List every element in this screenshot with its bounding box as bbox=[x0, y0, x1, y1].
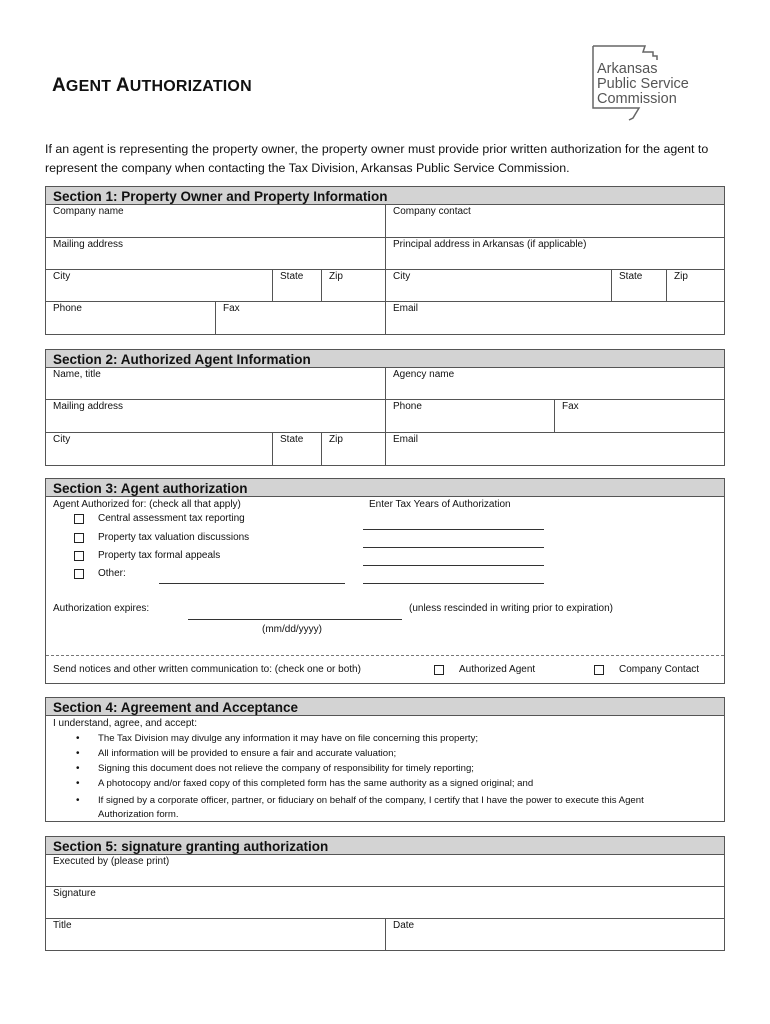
principal-address-field[interactable]: Principal address in Arkansas (if applicable) bbox=[386, 238, 724, 270]
agent-zip-field[interactable]: Zip bbox=[322, 433, 386, 465]
option-formal-appeals: Property tax formal appeals bbox=[98, 550, 221, 561]
send-notices-label: Send notices and other written communication to: (check one or both) bbox=[53, 664, 361, 675]
agreement-bullet-5-continued: Authorization form. bbox=[98, 809, 179, 820]
principal-city-field[interactable]: City bbox=[386, 270, 612, 302]
authorized-for-label: Agent Authorized for: (check all that apply) bbox=[53, 499, 241, 510]
principal-state-field[interactable]: State bbox=[612, 270, 667, 302]
tax-year-line-3[interactable] bbox=[363, 565, 544, 566]
agent-phone-field[interactable]: Phone bbox=[386, 400, 555, 433]
email-field[interactable]: Email bbox=[393, 303, 419, 314]
agreement-bullet-1: • The Tax Division may divulge any information it may have on file concerning this property; bbox=[76, 733, 479, 744]
valuation-discussions-checkbox[interactable] bbox=[74, 533, 84, 543]
city-field[interactable]: City bbox=[46, 270, 273, 302]
phone-field[interactable]: Phone bbox=[46, 302, 216, 334]
zip-field[interactable]: Zip bbox=[322, 270, 386, 302]
company-contact-label: Company Contact bbox=[619, 664, 700, 675]
agreement-bullet-4: • A photocopy and/or faxed copy of this completed form has the same authority as a signed original; and bbox=[76, 778, 534, 789]
agent-fax-field[interactable]: Fax bbox=[555, 400, 724, 433]
authorized-agent-label: Authorized Agent bbox=[459, 664, 536, 675]
expires-label: Authorization expires: bbox=[53, 603, 150, 614]
tax-year-line-2[interactable] bbox=[363, 547, 544, 548]
logo-line-2: Public Service bbox=[597, 76, 689, 92]
section-3-heading: Section 3: Agent authorization bbox=[46, 479, 724, 497]
signer-title-field[interactable]: Title bbox=[46, 919, 386, 950]
section-2 bbox=[45, 349, 725, 466]
section-2-heading: Section 2: Authorized Agent Information bbox=[46, 350, 724, 368]
option-valuation-discussions: Property tax valuation discussions bbox=[98, 532, 250, 543]
section-1 bbox=[45, 186, 725, 335]
logo-line-1: Arkansas bbox=[597, 61, 658, 77]
fax-field[interactable]: Fax bbox=[216, 302, 386, 334]
tax-year-line-4[interactable] bbox=[363, 583, 544, 584]
agreement-bullet-2: • All information will be provided to ensure a fair and accurate valuation; bbox=[76, 748, 397, 759]
expires-date-line[interactable] bbox=[188, 619, 402, 620]
other-checkbox[interactable] bbox=[74, 569, 84, 579]
central-assessment-checkbox[interactable] bbox=[74, 514, 84, 524]
agreement-bullet-3: • Signing this document does not relieve the company of responsibility for timely reporting; bbox=[76, 763, 474, 774]
unless-rescinded-text: (unless rescinded in writing prior to expiration) bbox=[409, 603, 613, 614]
section-4 bbox=[45, 697, 725, 822]
option-other: Other: bbox=[98, 568, 126, 579]
date-field[interactable]: Date bbox=[393, 920, 415, 931]
section-3 bbox=[45, 478, 725, 684]
intro-paragraph: If an agent is representing the property owner, the property owner must provide prior written authorization for the agent to represent the company when contacting the Tax Division, Arkansas Public Service Commission. bbox=[45, 142, 709, 175]
section-4-heading: Section 4: Agreement and Acceptance bbox=[46, 698, 724, 716]
agreement-bullet-5: • If signed by a corporate officer, partner, or fiduciary on behalf of the company, I certify that I have the power to execute this Agent bbox=[76, 795, 644, 806]
section-5-heading: Section 5: signature granting authorization bbox=[46, 837, 724, 855]
logo-line-3: Commission bbox=[597, 91, 677, 107]
authorized-agent-checkbox[interactable] bbox=[434, 665, 444, 675]
agent-email-field[interactable]: Email bbox=[393, 434, 419, 445]
mailing-address-field[interactable]: Mailing address bbox=[46, 238, 386, 270]
company-name-field[interactable]: Company name bbox=[46, 205, 386, 238]
principal-zip-field[interactable]: Zip bbox=[667, 270, 724, 302]
company-contact-checkbox[interactable] bbox=[594, 665, 604, 675]
agreement-lead: I understand, agree, and accept: bbox=[53, 718, 197, 729]
executed-by-field[interactable]: Executed by (please print) bbox=[46, 855, 724, 887]
agent-city-field[interactable]: City bbox=[46, 433, 273, 465]
section-1-heading: Section 1: Property Owner and Property Information bbox=[46, 187, 724, 205]
page-title: AGENT AUTHORIZATION bbox=[52, 75, 252, 96]
company-contact-field[interactable]: Company contact bbox=[386, 205, 724, 238]
agency-name-field[interactable]: Agency name bbox=[386, 368, 724, 400]
agent-mailing-address-field[interactable]: Mailing address bbox=[46, 400, 386, 433]
other-input-line[interactable] bbox=[159, 583, 345, 584]
tax-years-label: Enter Tax Years of Authorization bbox=[369, 499, 511, 510]
agent-name-title-field[interactable]: Name, title bbox=[46, 368, 386, 400]
agent-state-field[interactable]: State bbox=[273, 433, 322, 465]
section-5 bbox=[45, 836, 725, 951]
date-format-hint: (mm/dd/yyyy) bbox=[262, 624, 322, 635]
formal-appeals-checkbox[interactable] bbox=[74, 551, 84, 561]
section-3-divider bbox=[46, 655, 724, 656]
signature-field[interactable]: Signature bbox=[46, 887, 724, 919]
apsc-logo bbox=[583, 44, 718, 122]
option-central-assessment: Central assessment tax reporting bbox=[98, 513, 245, 524]
state-field[interactable]: State bbox=[273, 270, 322, 302]
tax-year-line-1[interactable] bbox=[363, 529, 544, 530]
